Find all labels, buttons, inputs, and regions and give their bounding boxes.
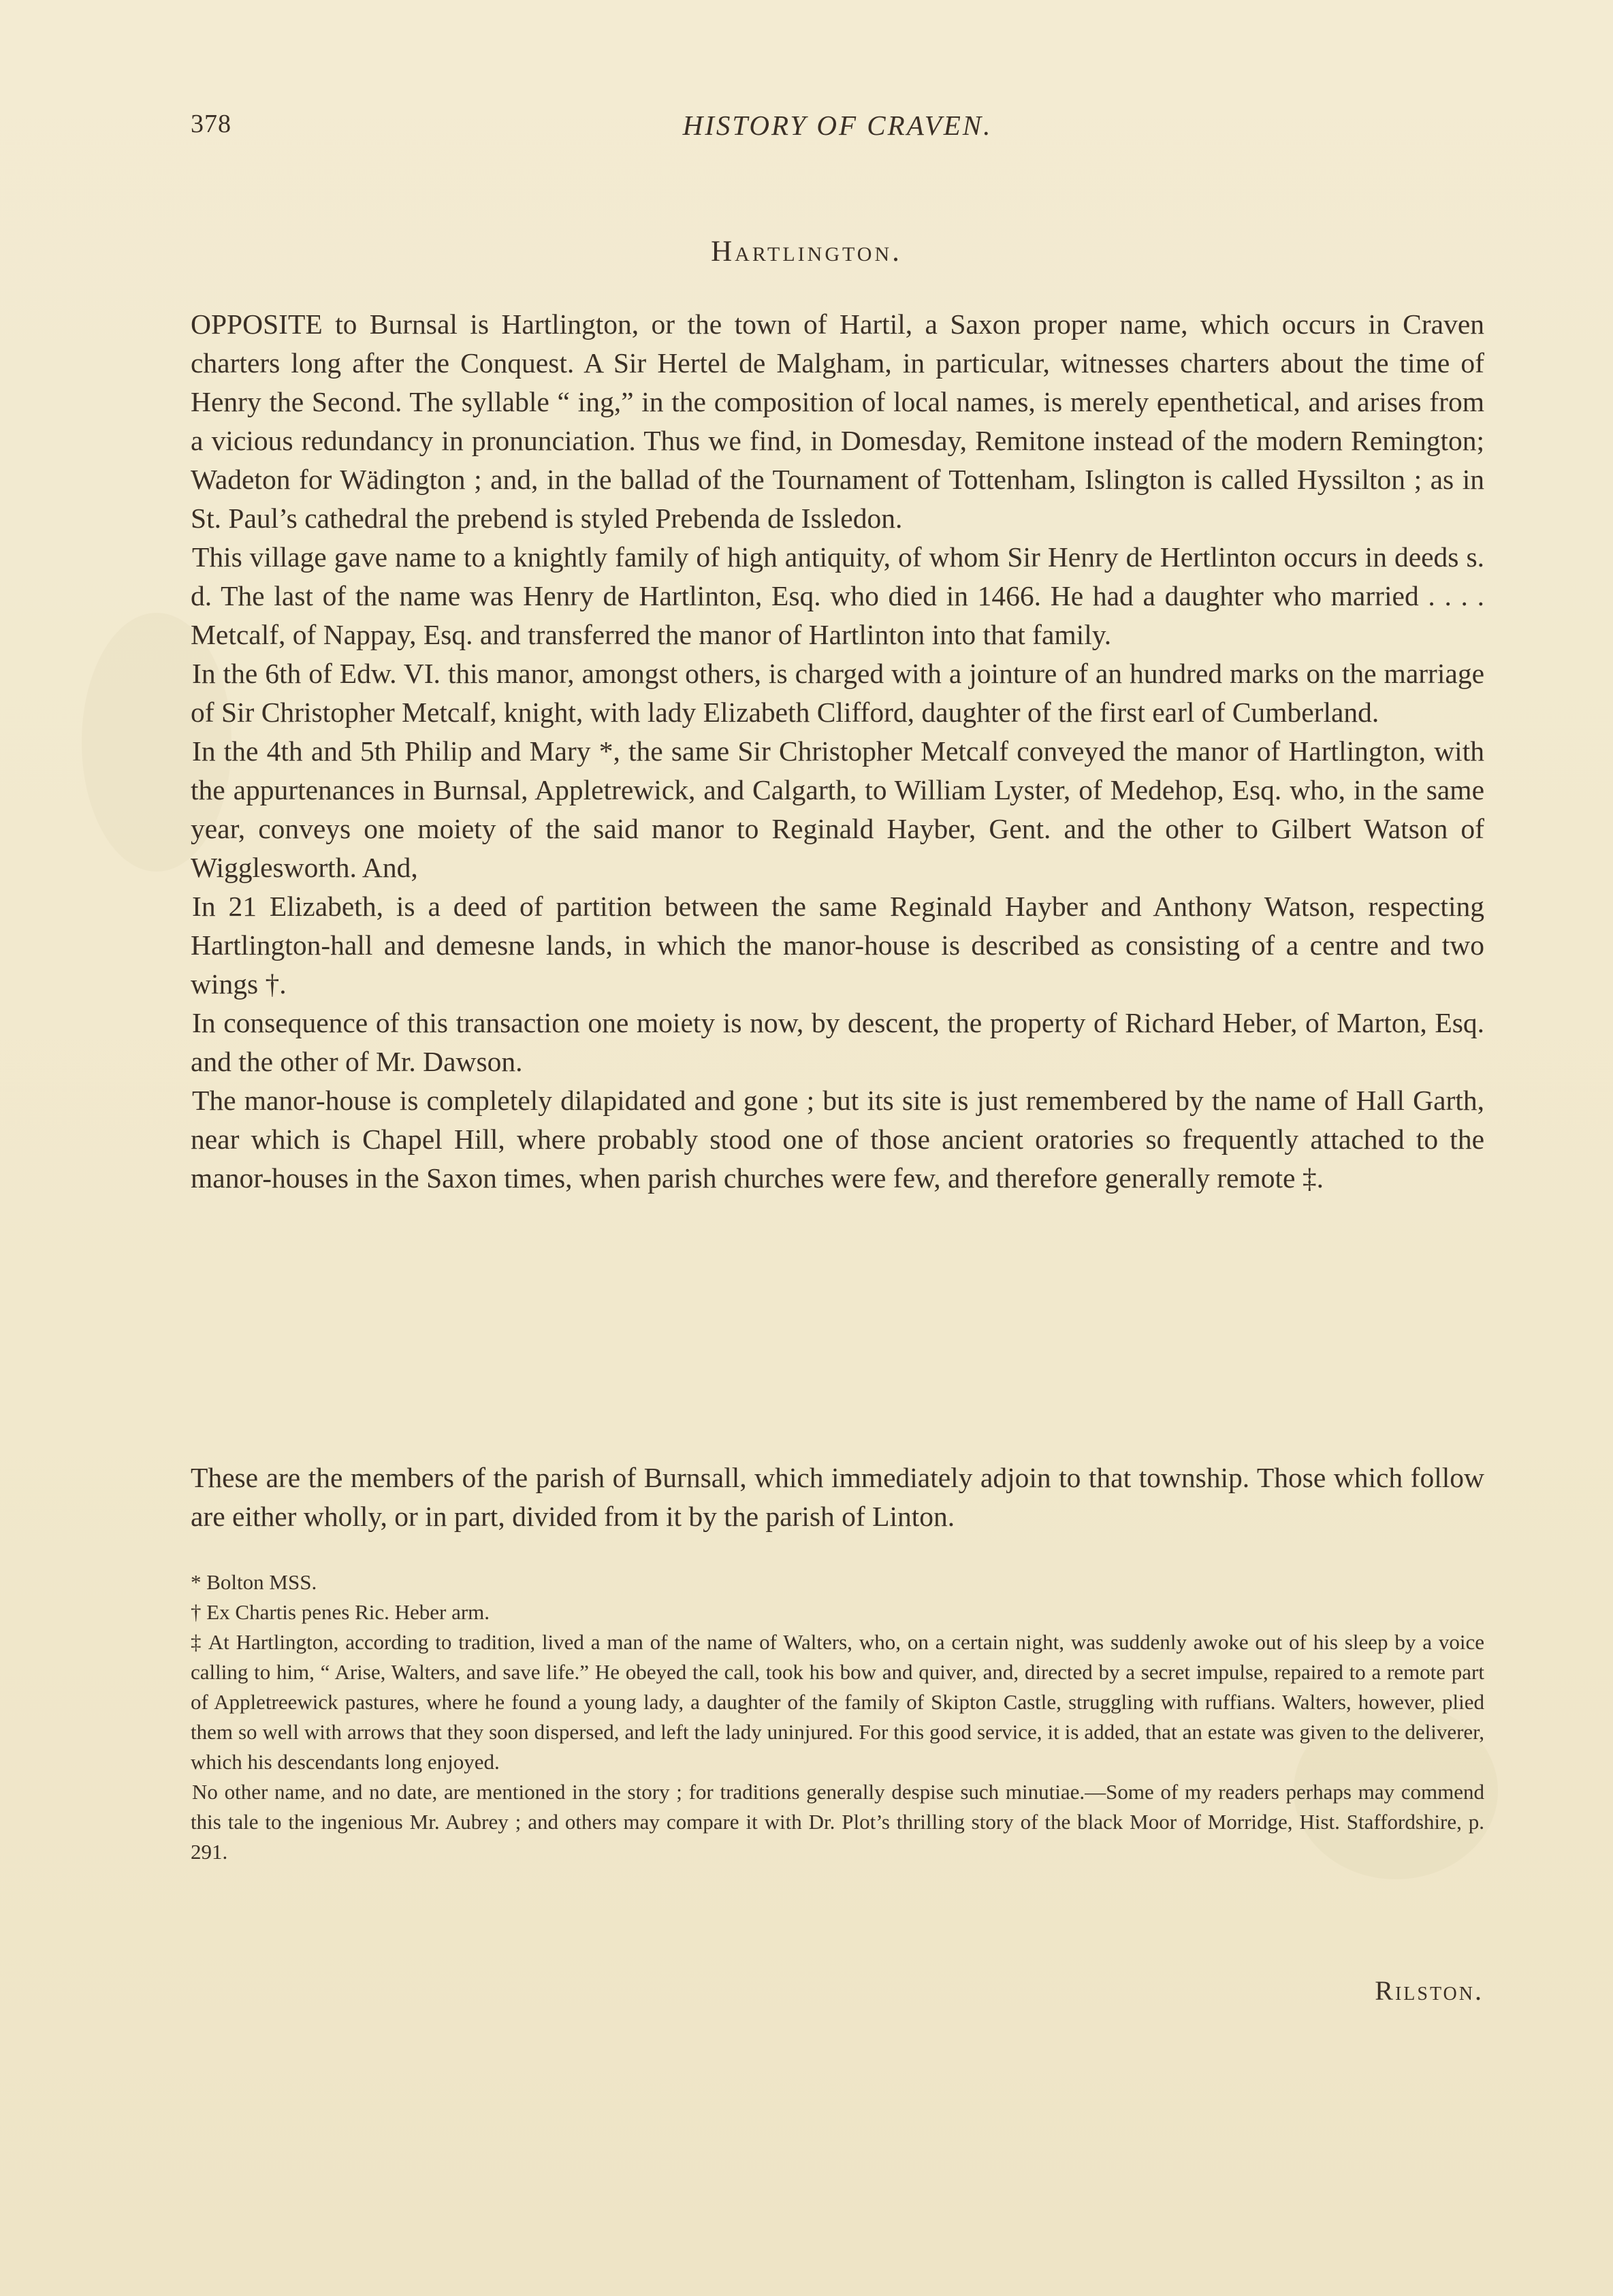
paragraph: OPPOSITE to Burnsal is Hartlington, or the town of Hartil, a Saxon proper name, which occurs in Craven charters long after the Conquest. A Sir Hertel de Malgham, in particular, witnesses charters about the time of Henry the Second. The syllable “ ing,” in the composition of local names, is merely epenthetical, and arises from a vicious redundancy in pronunciation. Thus we find, in Domesday, Remitone instead of the modern Remington; Wadeton for Wädington ; and, in the ballad of the Tournament of Tottenham, Islington is called Hyssilton ; as in St. Paul’s cathedral the prebend is styled Prebenda de Issledon.: [191, 308, 1484, 534]
running-title: HISTORY OF CRAVEN.: [682, 110, 993, 141]
footnote: * Bolton MSS.: [191, 1570, 317, 1594]
paragraph: In the 6th of Edw. VI. this manor, amongst others, is charged with a jointure of an hundred marks on the marriage of Sir Christopher Metcalf, knight, with lady Elizabeth Clifford, daughter of the first earl of Cumberland.: [191, 658, 1484, 728]
page-number: 378: [191, 110, 231, 138]
section-heading: Hartlington.: [711, 236, 902, 268]
paragraph: These are the members of the parish of Burnsall, which immediately adjoin to that township. Those which follow are either wholly, or in part, divided from it by the parish of Linton.: [191, 1462, 1484, 1532]
footnote: No other name, and no date, are mentioned in the story ; for traditions generally despise such minutiae.—Some of my readers perhaps may commend this tale to the ingenious Mr. Aubrey ; and others may compare it with Dr. Plot’s thrilling story of the black Moor of Morridge, Hist. Staffordshire, p. 291.: [191, 1780, 1484, 1864]
footnote: ‡ At Hartlington, according to tradition, lived a man of the name of Walters, who, on a certain night, was suddenly awoke out of his sleep by a voice calling to him, “ Arise, Walters, and save life.” He obeyed the call, took his bow and quiver, and, directed by a secret impulse, repaired to a remote part of Appletreewick pastures, where he found a young lady, a daughter of the family of Skipton Castle, struggling with ruffians. Walters, however, plied them so well with arrows that they soon dispersed, and left the lady uninjured. For this good service, it is added, that an estate was given to the deliverer, which his descendants long enjoyed.: [191, 1630, 1484, 1774]
catchword: Rilston.: [1375, 1975, 1484, 2006]
paragraph: In 21 Elizabeth, is a deed of partition between the same Reginald Hayber and Anthony Watson, respecting Hartlington-hall and demesne lands, in which the manor-house is described as consisting of a centre and two wings †.: [191, 891, 1484, 1000]
paragraph: In consequence of this transaction one moiety is now, by descent, the property of Richard Heber, of Marton, Esq. and the other of Mr. Dawson.: [191, 1007, 1484, 1077]
paragraph: This village gave name to a knightly family of high antiquity, of whom Sir Henry de Hertlinton occurs in deeds s. d. The last of the name was Henry de Hartlinton, Esq. who died in 1466. He had a daughter who married . . . . Metcalf, of Nappay, Esq. and transferred the manor of Hartlinton into that family.: [191, 541, 1484, 650]
footnotes: [191, 1567, 1484, 1867]
running-head: [191, 109, 1484, 150]
paragraph: In the 4th and 5th Philip and Mary *, the same Sir Christopher Metcalf conveyed the manor of Hartlington, with the appurtenances in Burnsal, Appletrewick, and Calgarth, to William Lyster, of Medehop, Esq. who, in the same year, conveys one moiety of the said manor to Reginald Hayber, Gent. and the other to Gilbert Watson of Wigglesworth. And,: [191, 735, 1484, 883]
closing-text: [191, 1458, 1484, 1536]
paragraph: The manor-house is completely dilapidated and gone ; but its site is just remembered by the name of Hall Garth, near which is Chapel Hill, where probably stood one of those ancient oratories so frequently attached to the manor-houses in the Saxon times, when parish churches were few, and therefore generally remote ‡.: [191, 1085, 1484, 1194]
body-text: [191, 305, 1484, 1198]
footnote: † Ex Chartis penes Ric. Heber arm.: [191, 1600, 490, 1624]
